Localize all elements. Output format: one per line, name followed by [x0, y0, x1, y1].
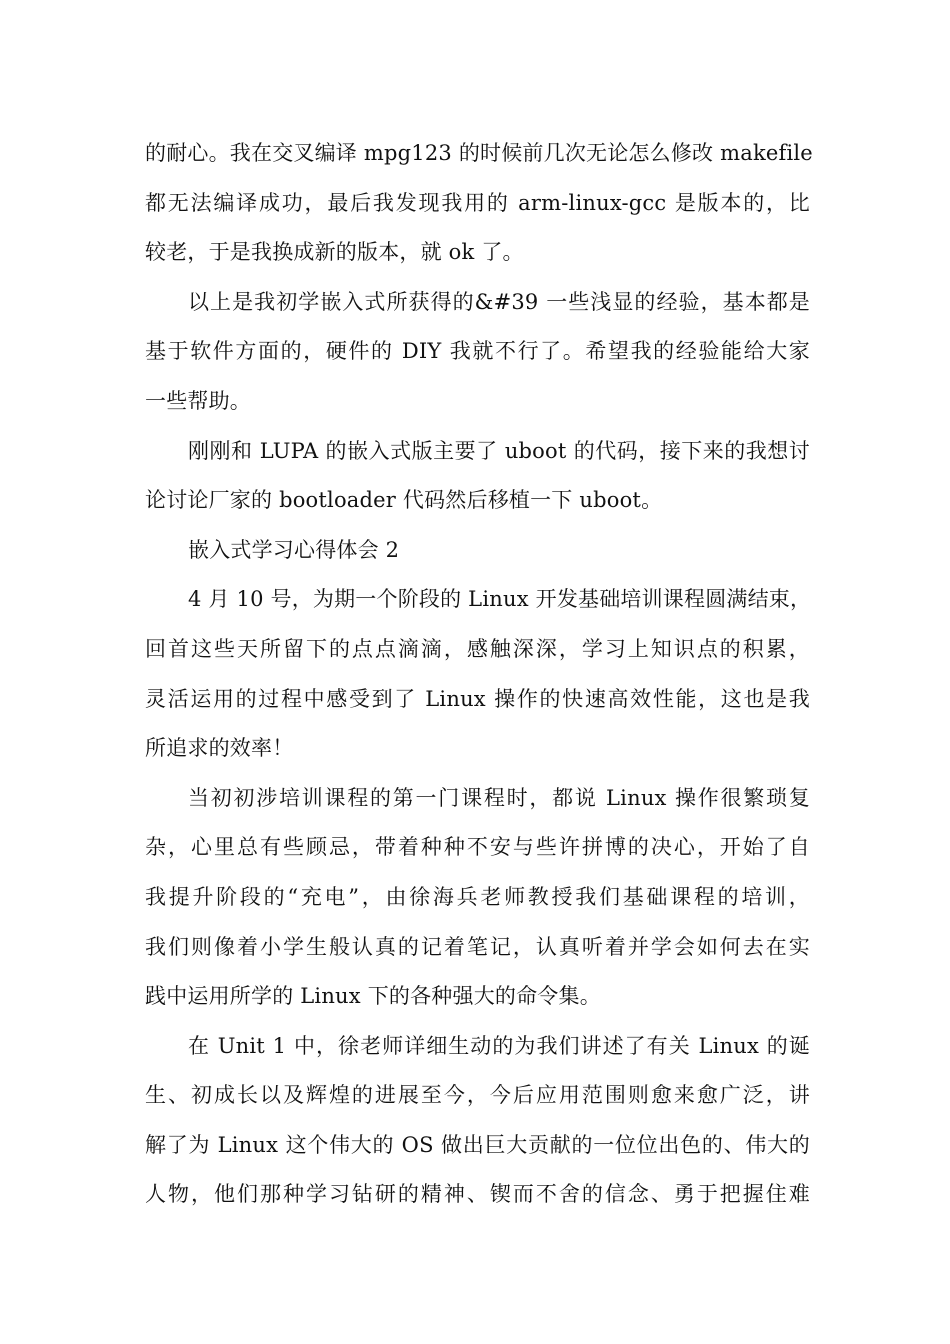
section-heading: 嵌入式学习心得体会 2 [188, 537, 400, 562]
text-line: 在 Unit 1 中，徐老师详细生动的为我们讲述了有关 Linux 的诞 [188, 1033, 810, 1058]
text-line: 当初初涉培训课程的第一门课程时，都说 Linux 操作很繁琐复 [188, 785, 810, 810]
text-line: 践中运用所学的 Linux 下的各种强大的命令集。 [145, 984, 601, 1009]
text-line: 的耐心。我在交叉编译 mpg123 的时候前几次无论怎么修改 makefile [145, 141, 813, 165]
text-line: 我提升阶段的“充电”，由徐海兵老师教授我们基础课程的培训， [145, 884, 810, 909]
text-line: 解了为 Linux 这个伟大的 OS 做出巨大贡献的一位位出色的、伟大的 [145, 1132, 810, 1157]
text-line: 所追求的效率！ [145, 736, 294, 761]
text-line: 4 月 10 号，为期一个阶段的 Linux 开发基础培训课程圆满结束， [188, 587, 812, 612]
text-line: 人物，他们那种学习钻研的精神、锲而不舍的信念、勇于把握住难 [145, 1182, 810, 1207]
text-line: 较老，于是我换成新的版本，就 ok 了。 [145, 240, 524, 265]
text-line: 刚刚和 LUPA 的嵌入式版主要了 uboot 的代码，接下来的我想讨 [188, 438, 810, 463]
text-line: 杂，心里总有些顾忌，带着种种不安与些许拼博的决心，开始了自 [145, 835, 810, 860]
text-line: 灵活运用的过程中感受到了 Linux 操作的快速高效性能，这也是我 [145, 686, 810, 711]
document-body [145, 129, 813, 1220]
text-line: 都无法编译成功，最后我发现我用的 arm-linux-gcc 是版本的，比 [145, 190, 810, 215]
text-line: 生、初成长以及辉煌的进展至今，今后应用范围则愈来愈广泛，讲 [145, 1083, 810, 1108]
text-line: 论讨论厂家的 bootloader 代码然后移植一下 uboot。 [145, 488, 663, 513]
text-line: 基于软件方面的，硬件的 DIY 我就不行了。希望我的经验能给大家 [145, 339, 810, 364]
text-line: 以上是我初学嵌入式所获得的&#39 一些浅显的经验，基本都是 [188, 289, 810, 314]
text-line: 回首这些天所留下的点点滴滴，感触深深，学习上知识点的积累， [145, 636, 810, 661]
text-line: 我们则像着小学生般认真的记着笔记，认真听着并学会如何去在实 [145, 934, 810, 959]
text-line: 一些帮助。 [145, 388, 251, 413]
